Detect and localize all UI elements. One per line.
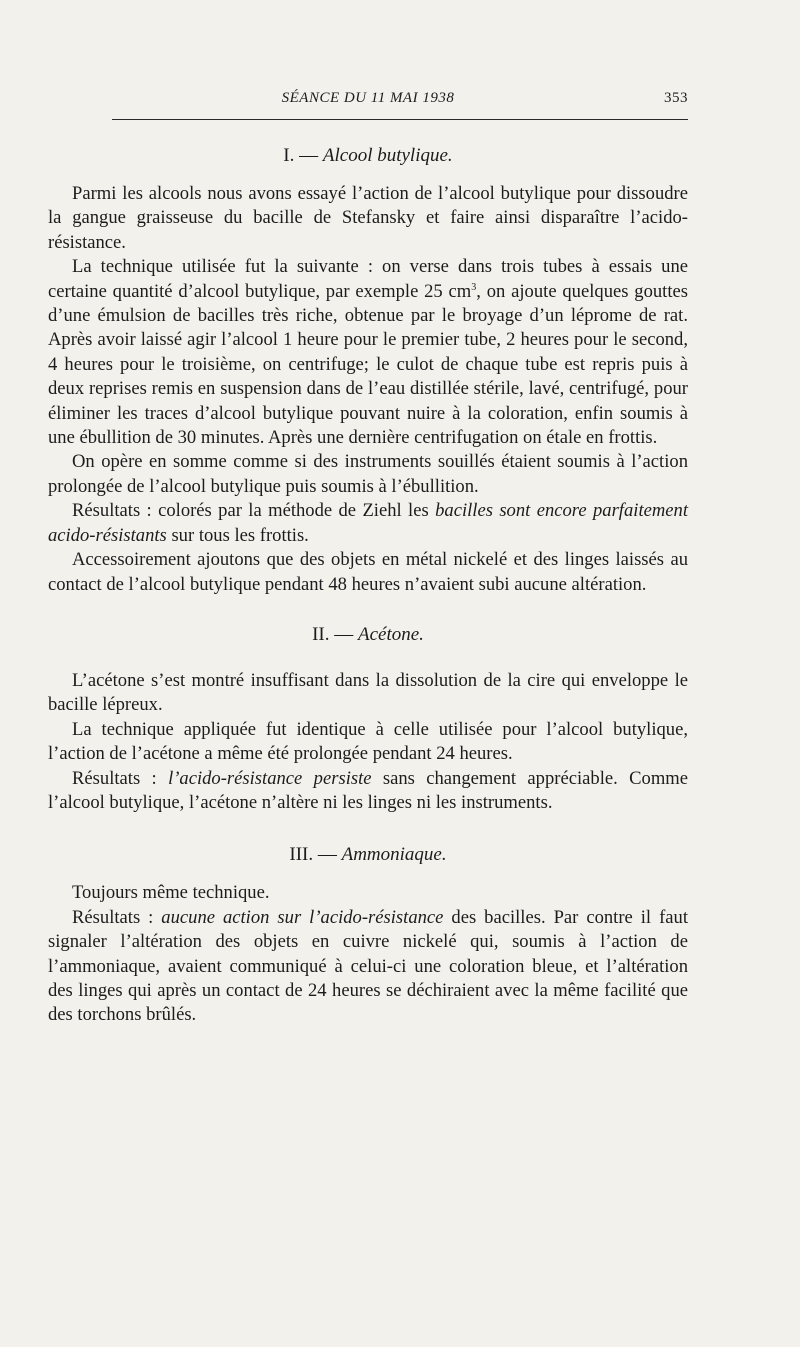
superscript: 3 bbox=[471, 281, 477, 293]
section-heading-alcool bbox=[48, 144, 688, 168]
italic-run: bacilles sont encore parfaitement acido-résistants bbox=[48, 500, 689, 546]
section-dash: — bbox=[317, 844, 337, 866]
body-text bbox=[48, 144, 688, 1028]
paragraph: L’acétone s’est montré insuffisant dans la dissolution de la cire qui enveloppe le bacille lépreux. bbox=[48, 669, 688, 716]
text-run: La technique utilisée fut la suivante : on verse dans trois tubes à essais une certaine quantité d’alcool butylique, par exemple 25 cm bbox=[48, 256, 688, 302]
italic-run: aucune action sur l’acido-résistance bbox=[161, 906, 444, 928]
running-head bbox=[48, 90, 688, 112]
section-dash: — bbox=[299, 145, 319, 166]
paragraph: Accessoirement ajoutons que des objets en métal nickelé et des linges laissés au contact de l’alcool butylique pendant 48 heures n’avaient subi aucune altération. bbox=[48, 549, 688, 595]
paragraph: Parmi les alcools nous avons essayé l’action de l’alcool butylique pour dissoudre la gangue graisseuse du bacille de Stefansky et faire ainsi disparaître l’acido-résistance. bbox=[48, 183, 688, 253]
paragraph bbox=[48, 255, 688, 450]
section-heading-ammoniaque bbox=[48, 843, 688, 867]
paragraph: La technique appliquée fut identique à celle utilisée pour l’alcool butylique, l’action de l’acétone a même été prolongée pendant 24 heures. bbox=[48, 718, 688, 765]
paragraph bbox=[48, 767, 688, 816]
section-name: Acétone. bbox=[357, 623, 424, 645]
running-title: SÉANCE DU 11 MAI 1938 bbox=[281, 90, 455, 106]
section-heading-acetone bbox=[48, 623, 688, 647]
header-rule bbox=[112, 119, 688, 120]
text-run: Résultats : colorés par la méthode de Ziehl les bbox=[72, 500, 436, 522]
paragraph: Toujours même technique. bbox=[72, 882, 270, 904]
section-name: Ammoniaque. bbox=[341, 844, 447, 866]
section-number: II. bbox=[312, 623, 330, 645]
paragraph bbox=[48, 499, 688, 548]
text-run: Résultats : bbox=[72, 767, 169, 789]
text-run: , on ajoute quelques gouttes d’une émulsion de bacilles très riche, obtenue par le broyage d’un léprome de rat. Après avoir laissé agir l’alcool 1 heure pour le premier tube, 2 heures pour le second, 4 heures pour le troisième, on centrifuge; le culot de chaque tube est repris puis à deux reprises remis en suspension dans de l’eau distillée stérile, lavé, centrifugé, pour éliminer les traces d’alcool butylique pouvant nuire à la coloration, enfin soumis à une ébullition de 30 minutes. Après une dernière centrifugation on étale en frottis. bbox=[48, 280, 688, 449]
section-number: III. bbox=[289, 844, 314, 866]
section-number: I. bbox=[283, 145, 295, 166]
paragraph bbox=[48, 906, 688, 1028]
paragraph: On opère en somme comme si des instruments souillés étaient soumis à l’action prolongée de l’alcool butylique puis soumis à l’ébullition. bbox=[48, 451, 688, 497]
section-name: Alcool butylique. bbox=[322, 145, 453, 166]
text-run: sur tous les frottis. bbox=[166, 524, 309, 546]
italic-run: l’acido-résistance persiste bbox=[168, 767, 372, 789]
section-dash: — bbox=[334, 623, 354, 645]
page-number: 353 bbox=[664, 90, 688, 106]
text-run: des bacilles. Par contre il faut signaler l’altération des objets en cuivre nickelé qui, soumis à l’action de l’ammoniaque, avaient communiqué à celui-ci une coloration bleue, et l’altération des linges qui après un contact de 24 heures se déchiraient avec la même facilité que des torchons brûlés. bbox=[48, 906, 688, 1026]
text-run: Résultats : bbox=[72, 906, 162, 928]
text-run: sans changement appréciable. Comme l’alcool butylique, l’acétone n’altère ni les linges ni les instruments. bbox=[48, 767, 688, 813]
